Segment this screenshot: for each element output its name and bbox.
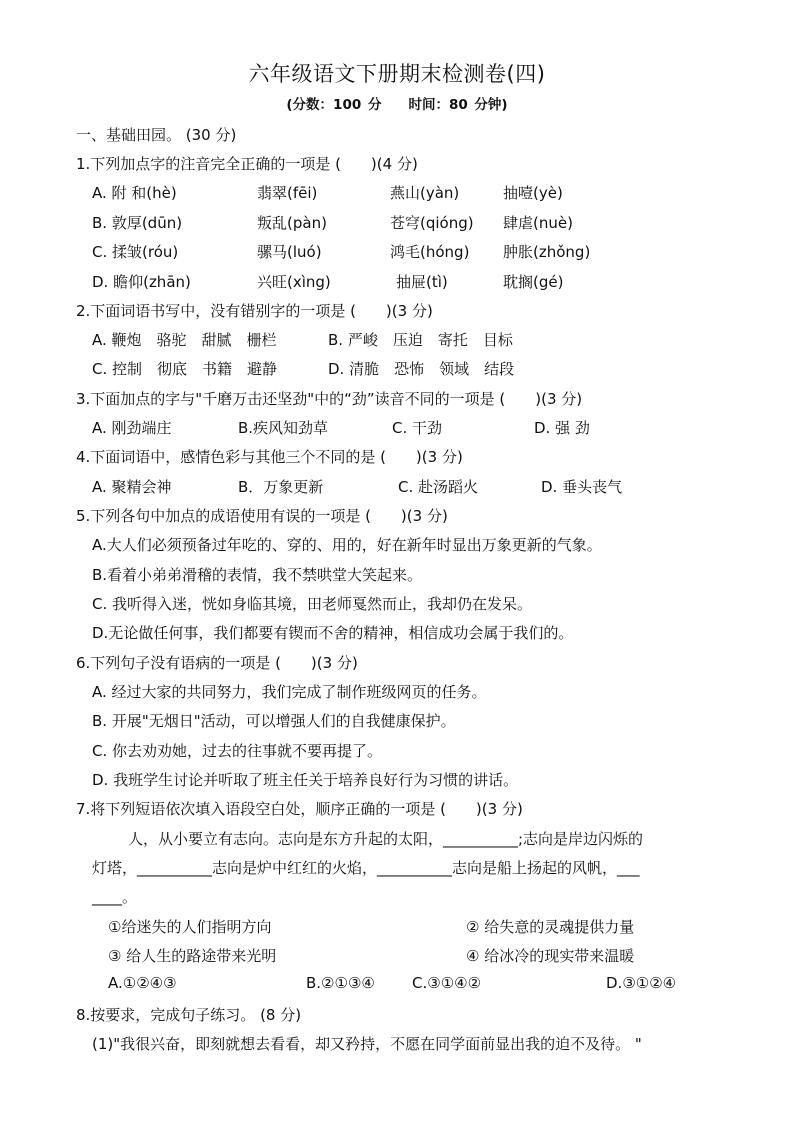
q7-option: A.①②④③ <box>108 974 177 992</box>
q3-option: D. 强 劲 <box>534 419 590 437</box>
q3-option: C. 干劲 <box>392 419 443 437</box>
question-4-stem: 4.下面词语中，感情色彩与其他三个不同的是 ( )(3 分) <box>76 448 463 466</box>
q6-option: C. 你去劝劝她，过去的往事就不要再提了。 <box>92 742 383 760</box>
q1-option: 兴旺(xìng) <box>257 273 331 291</box>
q7-option: C.③①④② <box>412 974 482 992</box>
q7-passage-line: ____。 <box>92 888 138 906</box>
q5-option: D.无论做任何事，我们都要有锲而不舍的精神，相信成功会属于我们的。 <box>92 624 574 642</box>
q6-option: D. 我班学生讨论并听取了班主任关于培养良好行为习惯的讲话。 <box>92 771 519 789</box>
q1-option: 苍穹(qióng) <box>390 214 474 232</box>
question-7-stem: 7.将下列短语依次填入语段空白处，顺序正确的一项是 ( )(3 分) <box>76 800 523 818</box>
q8-subquestion-1: (1)"我很兴奋，即刻就想去看看，却又矜持，不愿在同学面前显出我的迫不及待。 " <box>92 1035 642 1053</box>
q7-option: D.③①②④ <box>606 974 677 992</box>
q2-option-b: B. 严峻 压迫 寄托 目标 <box>328 331 513 349</box>
q4-option: B．万象更新 <box>238 478 324 496</box>
q5-option: C. 我听得入迷，恍如身临其境，田老师戛然而止，我却仍在发呆。 <box>92 595 533 613</box>
q5-option: B.看着小弟弟滑稽的表情，我不禁哄堂大笑起来。 <box>92 566 423 584</box>
q1-option: 抽噎(yè) <box>503 184 563 202</box>
q7-phrase: ④ 给冰冷的现实带来温暖 <box>466 947 635 965</box>
q7-phrase: ①给迷失的人们指明方向 <box>108 918 272 936</box>
q1-option: 燕山(yàn) <box>390 184 460 202</box>
q5-option: A.大人们必须预备过年吃的、穿的、用的，好在新年时显出万象更新的气象。 <box>92 536 602 554</box>
q2-option-c: C. 控制 彻底 书籍 避静 <box>92 360 278 378</box>
q4-option: D. 垂头丧气 <box>541 478 623 496</box>
section-heading: 一、基础田园。 (30 分) <box>76 126 237 144</box>
q1-option: 抽屉(tì) <box>396 273 448 291</box>
question-3-stem: 3.下面加点的字与"千磨万击还坚劲"中的“劲”读音不同的一项是 ( )(3 分) <box>76 390 583 408</box>
q1-option: 耽搁(gé) <box>503 273 564 291</box>
q4-option: A. 聚精会神 <box>92 478 172 496</box>
question-5-stem: 5.下列各句中加点的成语使用有误的一项是 ( )(3 分) <box>76 507 448 525</box>
q6-option: B. 开展"无烟日"活动，可以增强人们的自我健康保护。 <box>92 712 456 730</box>
q1-option: 叛乱(pàn) <box>257 214 327 232</box>
question-2-stem: 2.下面词语书写中，没有错别字的一项是 ( )(3 分) <box>76 302 433 320</box>
q7-passage-line: 灯塔，__________志向是炉中红红的火焰，__________志向是船上扬起的风帆，___ <box>92 859 640 877</box>
question-8-stem: 8.按要求，完成句子练习。 (8 分) <box>76 1006 302 1024</box>
exam-meta: (分数：100 分 时间：80 分钟) <box>286 97 508 113</box>
page-title: 六年级语文下册期末检测卷(四) <box>248 62 546 86</box>
q1-option: 肆虐(nuè) <box>503 214 573 232</box>
question-1-stem: 1.下列加点字的注音完全正确的一项是 ( )(4 分) <box>76 155 418 173</box>
q7-phrase: ③ 给人生的路途带来光明 <box>108 947 277 965</box>
q7-passage-line: 人，从小要立有志向。志向是东方升起的太阳，__________;志向是岸边闪烁的 <box>128 830 644 848</box>
q7-phrase: ② 给失意的灵魂提供力量 <box>466 918 635 936</box>
q1-option: B. 敦厚(dūn) <box>92 214 183 232</box>
q1-option: C. 揉皱(róu) <box>92 243 179 261</box>
q1-option: A. 附 和(hè) <box>92 184 177 202</box>
q1-option: 鸿毛(hóng) <box>390 243 470 261</box>
q4-option: C. 赴汤蹈火 <box>398 478 479 496</box>
question-6-stem: 6.下列句子没有语病的一项是 ( )(3 分) <box>76 654 358 672</box>
q1-option: 骡马(luó) <box>257 243 322 261</box>
q2-option-a: A. 鞭炮 骆驼 甜腻 栅栏 <box>92 331 277 349</box>
q3-option: A. 刚劲端庄 <box>92 419 172 437</box>
q3-option: B.疾风知劲草 <box>238 419 329 437</box>
q7-option: B.②①③④ <box>306 974 375 992</box>
q1-option: D. 瞻仰(zhān) <box>92 273 191 291</box>
q6-option: A. 经过大家的共同努力，我们完成了制作班级网页的任务。 <box>92 683 487 701</box>
q2-option-d: D. 清脆 恐怖 领域 结段 <box>328 360 515 378</box>
q1-option: 肿胀(zhǒng) <box>503 243 591 261</box>
q1-option: 翡翠(fēi) <box>257 184 318 202</box>
